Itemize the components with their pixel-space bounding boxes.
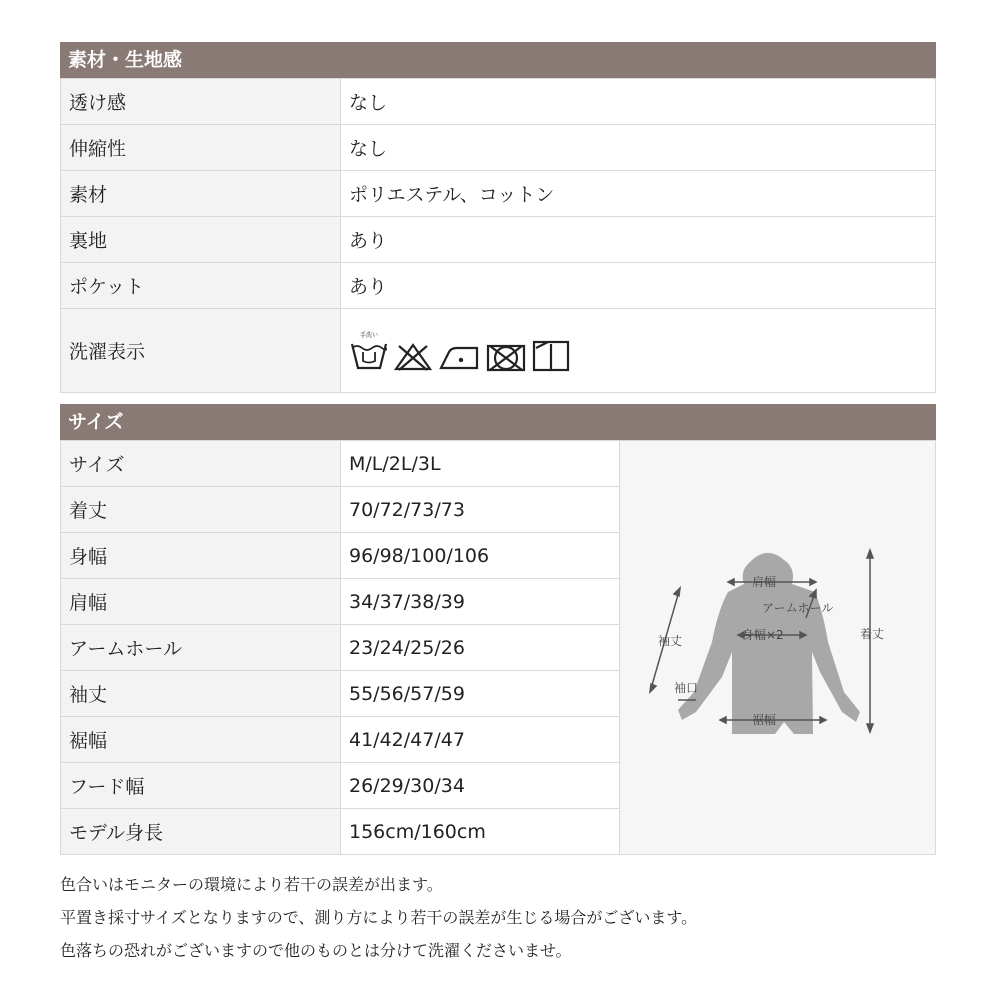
material-table <box>60 78 936 393</box>
row-value: 41/42/47/47 <box>341 717 620 763</box>
row-value: なし <box>341 79 936 125</box>
size-table <box>60 440 936 855</box>
row-label: 透け感 <box>61 79 341 125</box>
row-label: 裏地 <box>61 217 341 263</box>
size-section <box>60 404 936 855</box>
row-value: 23/24/25/26 <box>341 625 620 671</box>
row-value: 70/72/73/73 <box>341 487 620 533</box>
no-bleach-icon <box>393 328 433 374</box>
low-iron-icon <box>437 328 481 374</box>
note-text: 色落ちの恐れがございますので他のものとは分けて洗濯くださいませ。 <box>60 941 572 960</box>
chest-label: 身幅×2 <box>742 627 784 642</box>
no-tumble-dry-icon <box>485 328 527 374</box>
hand-wash-text: 手洗い <box>359 331 379 339</box>
table-row <box>61 441 936 487</box>
care-icons-cell <box>341 309 936 393</box>
table-row <box>61 263 936 309</box>
row-label: サイズ <box>61 441 341 487</box>
row-label: モデル身長 <box>61 809 341 855</box>
row-value: M/L/2L/3L <box>341 441 620 487</box>
row-label: ポケット <box>61 263 341 309</box>
row-label: 肩幅 <box>61 579 341 625</box>
row-label: 伸縮性 <box>61 125 341 171</box>
sleeve-label: 袖丈 <box>658 633 683 648</box>
line-dry-icon <box>531 328 571 374</box>
table-row <box>61 171 936 217</box>
size-diagram <box>620 442 934 854</box>
armhole-label: アームホール <box>762 600 834 615</box>
row-label: 着丈 <box>61 487 341 533</box>
row-label: 素材 <box>61 171 341 217</box>
shoulder-label: 肩幅 <box>752 574 777 589</box>
row-label: 身幅 <box>61 533 341 579</box>
size-header: サイズ <box>60 404 936 440</box>
care-label: 洗濯表示 <box>61 309 341 393</box>
row-value: 34/37/38/39 <box>341 579 620 625</box>
size-diagram-cell <box>620 441 936 855</box>
row-value: なし <box>341 125 936 171</box>
cuff-label: 袖口 <box>674 680 699 695</box>
row-value: あり <box>341 217 936 263</box>
note-text: 平置き採寸サイズとなりますので、測り方により若干の誤差が生じる場合がございます。 <box>60 908 698 927</box>
row-label: 袖丈 <box>61 671 341 717</box>
note-text: 色合いはモニターの環境により若干の誤差が出ます。 <box>60 875 443 894</box>
table-row <box>61 125 936 171</box>
row-value: ポリエステル、コットン <box>341 171 936 217</box>
material-header: 素材・生地感 <box>60 42 936 78</box>
row-value: 96/98/100/106 <box>341 533 620 579</box>
length-label: 着丈 <box>860 626 885 641</box>
row-label: フード幅 <box>61 763 341 809</box>
care-icons <box>349 328 927 374</box>
material-section <box>60 42 936 393</box>
hand-wash-icon <box>349 328 389 374</box>
hem-label: 裾幅 <box>752 712 777 727</box>
row-value: 156cm/160cm <box>341 809 620 855</box>
row-value: 55/56/57/59 <box>341 671 620 717</box>
row-label: アームホール <box>61 625 341 671</box>
notes <box>60 868 697 967</box>
row-label: 裾幅 <box>61 717 341 763</box>
row-value: 26/29/30/34 <box>341 763 620 809</box>
care-row <box>61 309 936 393</box>
table-row <box>61 79 936 125</box>
row-value: あり <box>341 263 936 309</box>
table-row <box>61 217 936 263</box>
